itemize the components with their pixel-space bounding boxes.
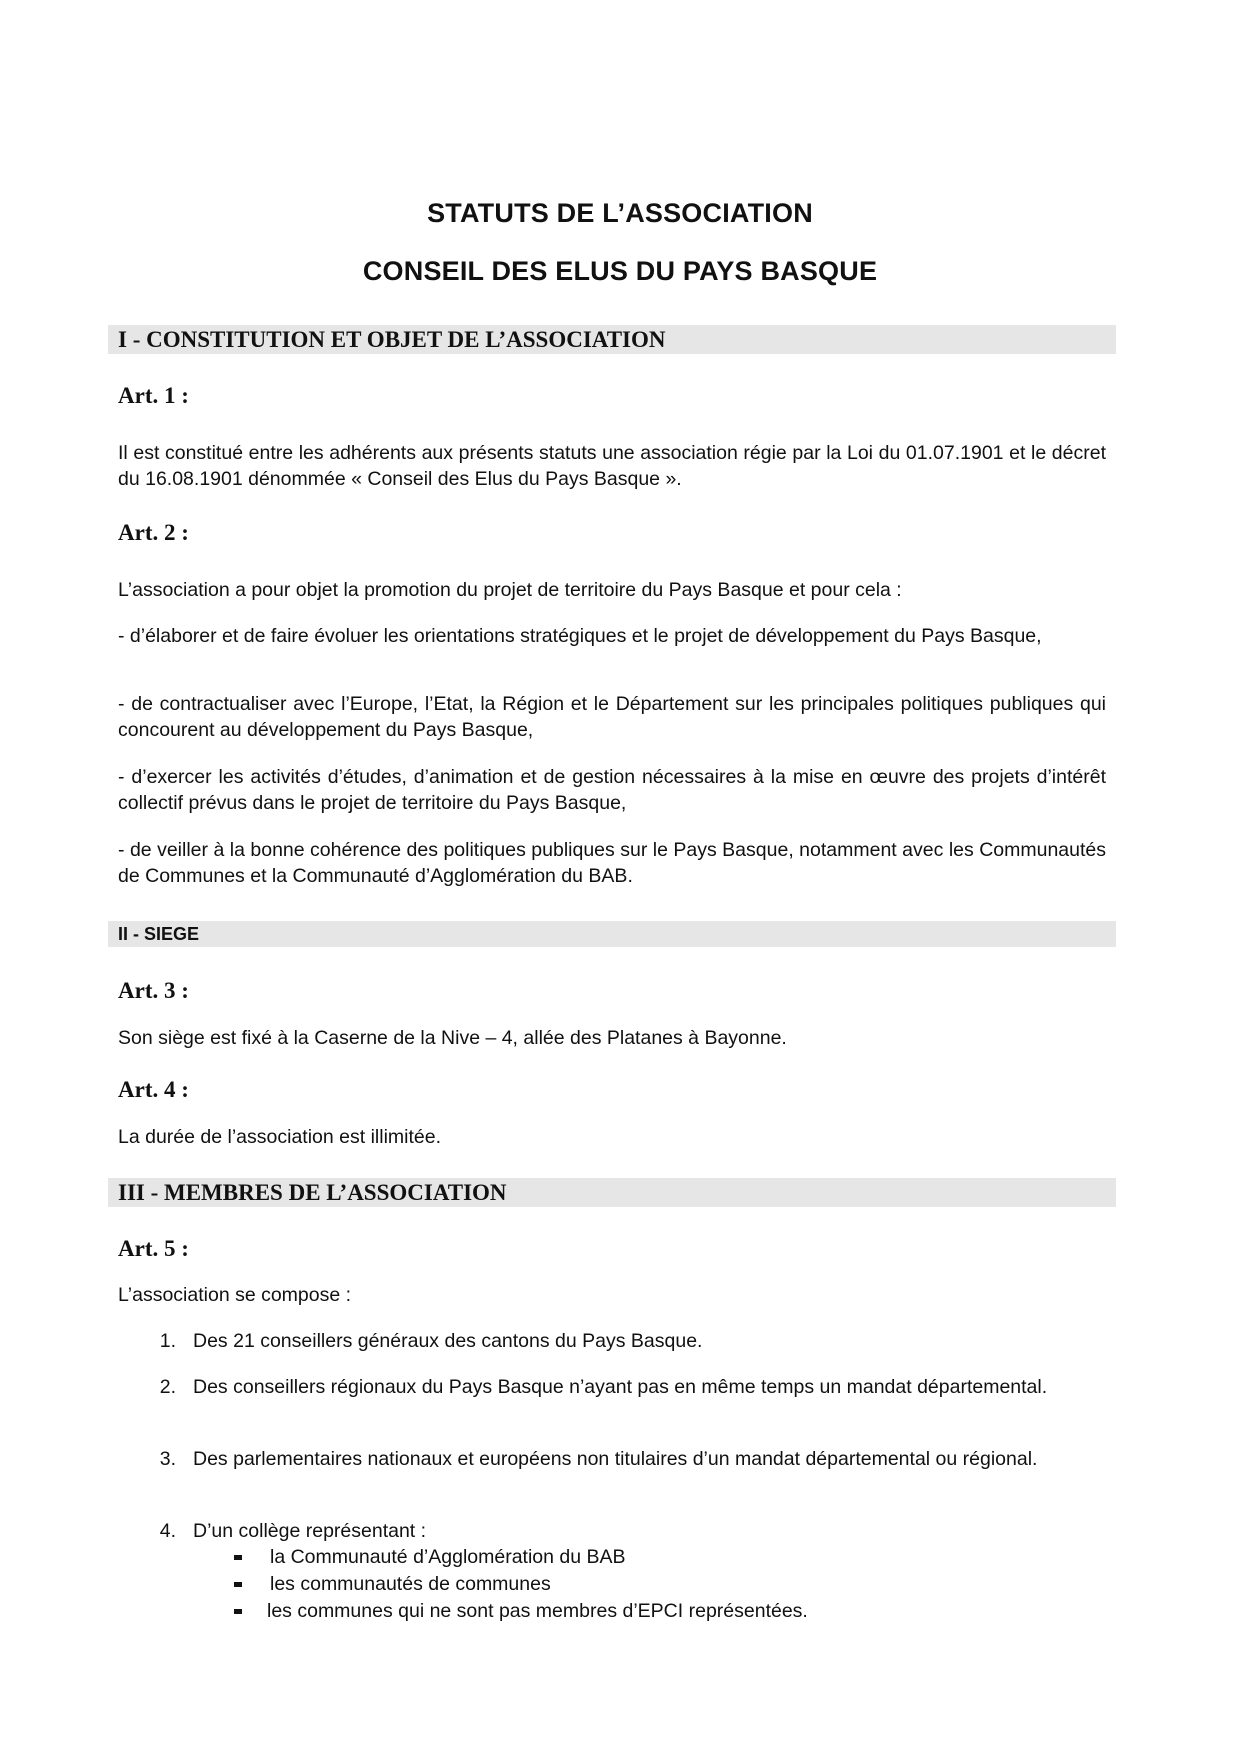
section-heading-constitution: I - CONSTITUTION ET OBJET DE L’ASSOCIATION — [108, 325, 1116, 354]
list-item: Des parlementaires nationaux et européens non titulaires d’un mandat départemental ou régional. — [193, 1448, 1038, 1470]
list-item-number: 1. — [159, 1330, 176, 1352]
article-2-item: - d’exercer les activités d’études, d’animation et de gestion nécessaires à la mise en œuvre des projets d’intérêt collectif prévus dans le projet de territoire du Pays Basque, — [118, 766, 1106, 814]
sublist-item: les communautés de communes — [270, 1573, 551, 1595]
list-item-number: 3. — [159, 1448, 176, 1470]
list-item: D’un collège représentant : — [193, 1520, 427, 1542]
article-1-label: Art. 1 : — [118, 383, 189, 408]
article-2-intro: L’association a pour objet la promotion du projet de territoire du Pays Basque et pour cela : — [118, 579, 902, 601]
section-heading-siege: II - SIEGE — [108, 921, 1116, 947]
square-bullet-icon — [234, 1582, 242, 1587]
article-3-paragraph: Son siège est fixé à la Caserne de la Nive – 4, allée des Platanes à Bayonne. — [118, 1027, 787, 1049]
square-bullet-icon — [234, 1555, 242, 1560]
list-item-number: 2. — [159, 1376, 176, 1398]
article-3-label: Art. 3 : — [118, 978, 189, 1003]
sublist-item: les communes qui ne sont pas membres d’EPCI représentées. — [267, 1600, 808, 1622]
list-item: Des conseillers régionaux du Pays Basque n’ayant pas en même temps un mandat départemental. — [193, 1376, 1048, 1398]
list-item-number: 4. — [159, 1520, 176, 1542]
list-item: Des 21 conseillers généraux des cantons du Pays Basque. — [193, 1330, 703, 1352]
sublist-item: la Communauté d’Agglomération du BAB — [270, 1546, 626, 1568]
article-5-intro: L’association se compose : — [118, 1284, 352, 1306]
article-1-paragraph: Il est constitué entre les adhérents aux présents statuts une association régie par la Loi du 01.07.1901 et le décret du 16.08.1901 dénommée « Conseil des Elus du Pays Basque ». — [118, 442, 1106, 490]
article-2-item: - de veiller à la bonne cohérence des politiques publiques sur le Pays Basque, notamment avec les Communautés de Communes et la Communauté d’Agglomération du BAB. — [118, 839, 1106, 887]
document-subtitle: CONSEIL DES ELUS DU PAYS BASQUE — [362, 256, 878, 286]
document-title: STATUTS DE L’ASSOCIATION — [427, 198, 813, 228]
article-5-label: Art. 5 : — [118, 1236, 189, 1261]
article-2-label: Art. 2 : — [118, 520, 189, 545]
article-2-item: - de contractualiser avec l’Europe, l’Etat, la Région et le Département sur les principales politiques publiques qui concourent au développement du Pays Basque, — [118, 693, 1106, 741]
article-2-item: - d’élaborer et de faire évoluer les orientations stratégiques et le projet de développement du Pays Basque, — [118, 625, 1042, 647]
article-4-paragraph: La durée de l’association est illimitée. — [118, 1126, 442, 1148]
square-bullet-icon — [234, 1609, 242, 1614]
article-4-label: Art. 4 : — [118, 1077, 189, 1102]
section-heading-membres: III - MEMBRES DE L’ASSOCIATION — [108, 1178, 1116, 1207]
